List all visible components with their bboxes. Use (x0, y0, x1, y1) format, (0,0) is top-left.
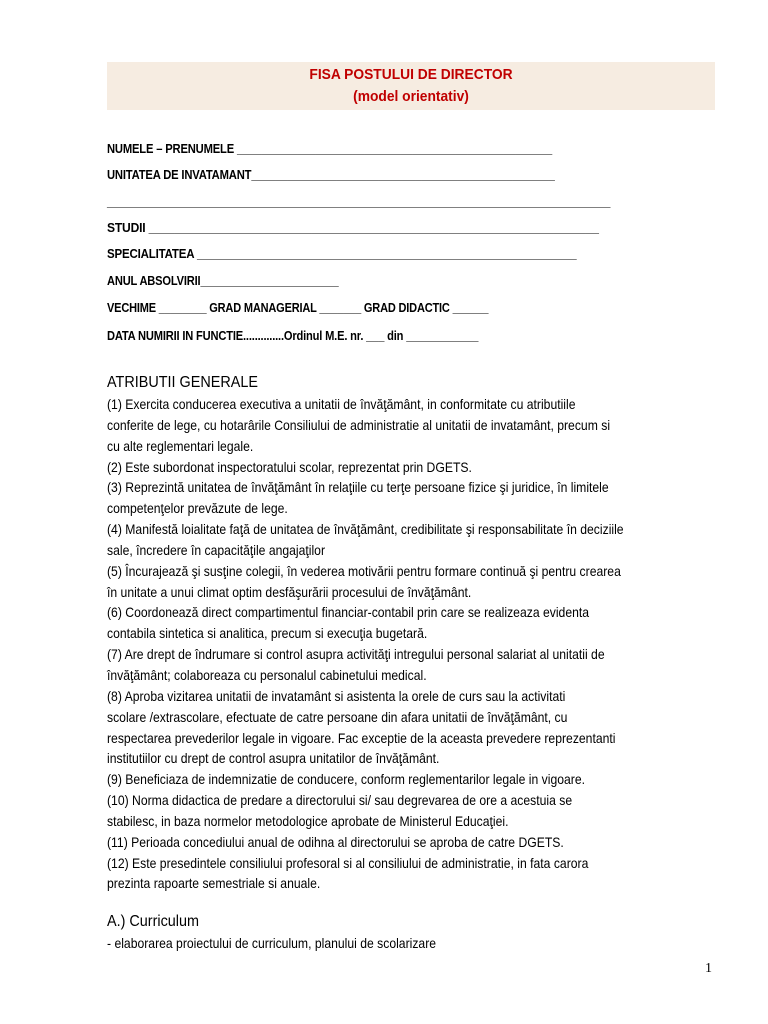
paragraph-line: (12) Este presedintele consiliului profesoral si al consiliului de administratie, in fata carora (107, 854, 589, 871)
paragraph-line: cu alte reglementari legale. (107, 437, 254, 454)
section-heading-atributii: ATRIBUTII GENERALE (107, 374, 258, 391)
section-body-curriculum (107, 933, 768, 954)
paragraph-line: scolare /extrascolare, efectuate de catre persoane din afara unitatii de învăţământ, cu (107, 708, 568, 725)
field-studii: STUDII _____________________________________________________________________ (107, 220, 599, 235)
paragraph-line: respectarea prevederilor legale in vigoare. Fac exceptie de la aceasta prevedere reprezentanti (107, 729, 616, 746)
field-vechime-grad: VECHIME ________ GRAD MANAGERIAL _______ GRAD DIDACTIC ______ (107, 300, 489, 315)
paragraph-line: (2) Este subordonat inspectoratului scolar, reprezentat prin DGETS. (107, 458, 472, 475)
document-subtitle: (model orientativ) (353, 88, 469, 105)
paragraph-line: (8) Aproba vizitarea unitatii de invatamânt si asistenta la orele de curs sau la activitati (107, 687, 566, 704)
paragraph-line: (4) Manifestă loialitate faţă de unitatea de învăţământ, credibilitate şi responsabilitate în deciziile (107, 521, 624, 538)
field-nume-prenume: NUMELE – PRENUMELE ____________________________________________________ (107, 141, 553, 156)
paragraph-line: stabilesc, in baza normelor metodologice aprobate de Ministerul Educaţiei. (107, 812, 509, 829)
page-number: 1 (705, 961, 712, 976)
paragraph-line: (1) Exercita conducerea executiva a unitatii de învăţământ, in conformitate cu atributiile (107, 396, 576, 412)
paragraph-line: competenţelor prevăzute de lege. (107, 500, 288, 517)
document-header (107, 62, 715, 110)
paragraph-line: contabila sintetica si analitica, precum si execuţia bugetară. (107, 625, 428, 642)
section-body-atributii (107, 394, 768, 894)
paragraph-line: (9) Beneficiaza de indemnizatie de conducere, conform reglementarilor legale in vigoare. (107, 771, 585, 788)
field-unitatea: UNITATEA DE INVATAMANT__________________________________________________ (107, 167, 555, 182)
field-data-numirii: DATA NUMIRII IN FUNCTIE..............Ordinul M.E. nr. ___ din ____________ (107, 328, 479, 343)
paragraph-line: sale, încredere în capacităţile angajaţilor (107, 541, 326, 558)
document-title: FISA POSTULUI DE DIRECTOR (309, 66, 513, 83)
paragraph-line: conferite de lege, cu hotarârile Consiliului de administratie al unitatii de invatamânt, precum si (107, 416, 611, 433)
paragraph-line: (3) Reprezintă unitatea de învăţământ în relaţiile cu terţe persoane fizice şi juridice, în limitele (107, 479, 609, 496)
field-specialitatea: SPECIALITATEA _____________________________________________________________ (107, 246, 577, 261)
paragraph-line: prezinta rapoarte semestriale si anuale. (107, 875, 321, 892)
paragraph-line: învăţământ; colaboreaza cu personalul cabinetului medical. (107, 666, 427, 683)
field-blank-line: ____________________________________________________________________________ (107, 194, 611, 209)
paragraph-line: (6) Coordonează direct compartimentul financiar-contabil prin care se realizeaza evidenta (107, 604, 590, 621)
paragraph-line: (7) Are drept de îndrumare si control asupra activităţi intregului personal salariat al unitatii de (107, 646, 605, 663)
paragraph-line: - elaborarea proiectului de curriculum, planului de scolarizare (107, 935, 437, 951)
paragraph-line: (10) Norma didactica de predare a directorului si/ sau degrevarea de ore a acestuia se (107, 792, 573, 809)
paragraph-line: în unitate a unui climat optim desfăşurării procesului de învăţământ. (107, 583, 472, 600)
field-anul-absolvirii: ANUL ABSOLVIRII_______________________ (107, 273, 339, 288)
paragraph-line: (11) Perioada concediului anual de odihna al directorului se aproba de catre DGETS. (107, 833, 564, 850)
section-heading-curriculum: A.) Curriculum (107, 913, 200, 930)
paragraph-line: institutiilor cu drept de control asupra unitatilor de învăţământ. (107, 750, 440, 767)
paragraph-line: (5) Încurajează şi susţine colegii, în vederea motivării pentru formare continuă şi pentru crearea (107, 562, 621, 579)
